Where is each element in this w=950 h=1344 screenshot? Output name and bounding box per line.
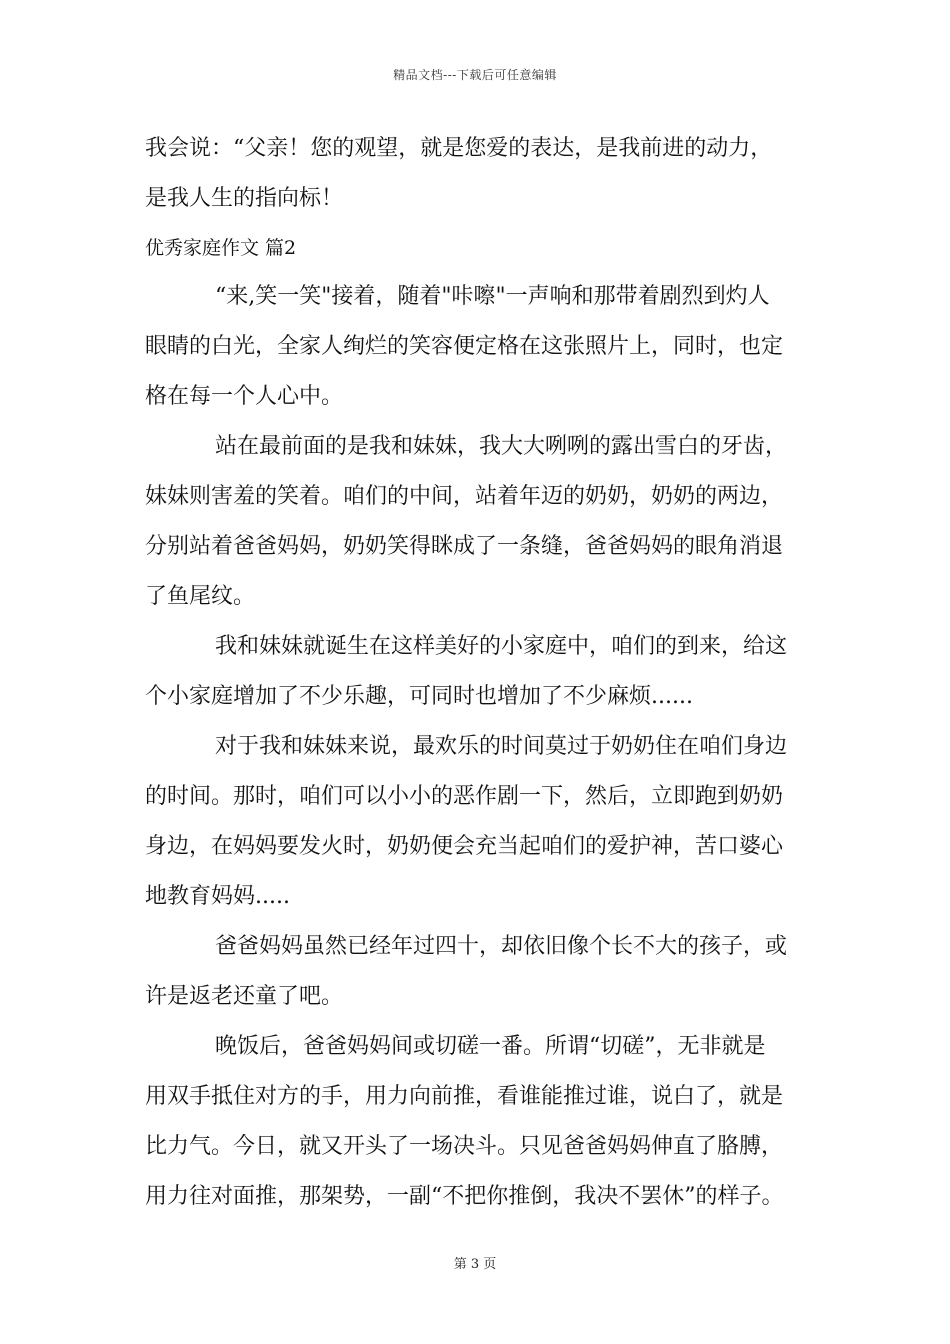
text-line: 个小家庭增加了不少乐趣，可同时也增加了不少麻烦...... (145, 684, 693, 709)
text-line: 我会说：“父亲！您的观望，就是您爱的表达，是我前进的动力， (145, 136, 773, 161)
text-line: 的时间。那时，咱们可以小小的恶作剧一下，然后，立即跑到奶奶 (145, 784, 784, 809)
text-line: 格在每一个人心中。 (145, 384, 344, 409)
text-line: 许是返老还童了吧。 (145, 984, 344, 1009)
text-line: 身边，在妈妈要发火时，奶奶便会充当起咱们的爱护神，苦口婆心 (145, 834, 784, 859)
text-line: 分别站着爸爸妈妈，奶奶笑得眯成了一条缝，爸爸妈妈的眼角消退 (145, 534, 784, 559)
document-body (145, 124, 807, 1222)
text-line: “来,笑一笑"接着，随着"咔嚓"一声响和那带着剧烈到灼人 (215, 284, 770, 309)
text-line: 了鱼尾纹。 (145, 584, 256, 609)
text-line: 是我人生的指向标！ (145, 186, 344, 211)
text-line: 我和妹妹就诞生在这样美好的小家庭中，咱们的到来，给这 (215, 634, 788, 659)
text-line: 眼睛的白光，全家人绚烂的笑容便定格在这张照片上，同时，也定 (145, 334, 784, 359)
text-line: 用力往对面推，那架势，一副“不把你推倒，我决不罢休”的样子。 (145, 1184, 784, 1209)
text-line: 用双手抵住对方的手，用力向前推，看谁能推过谁，说白了，就是 (145, 1084, 784, 1109)
text-line: 爸爸妈妈虽然已经年过四十，却依旧像个长不大的孩子，或 (215, 934, 788, 959)
text-line: 比力气。今日，就又开头了一场决斗。只见爸爸妈妈伸直了胳膊， (145, 1134, 784, 1159)
text-line: 晚饭后，爸爸妈妈间或切磋一番。所谓“切磋”，无非就是 (215, 1034, 766, 1059)
text-line: 站在最前面的是我和妹妹，我大大咧咧的露出雪白的牙齿， (215, 434, 788, 459)
text-line: 对于我和妹妹来说，最欢乐的时间莫过于奶奶住在咱们身边 (215, 734, 788, 759)
text-line: 妹妹则害羞的笑着。咱们的中间，站着年迈的奶奶，奶奶的两边， (145, 484, 784, 509)
text-line: 地教育妈妈..... (145, 884, 290, 909)
page-header: 精品文档---下载后可任意编辑 (393, 68, 557, 82)
section-heading: 优秀家庭作文 篇2 (145, 237, 297, 259)
page-number: 第 3 页 (453, 1257, 497, 1272)
